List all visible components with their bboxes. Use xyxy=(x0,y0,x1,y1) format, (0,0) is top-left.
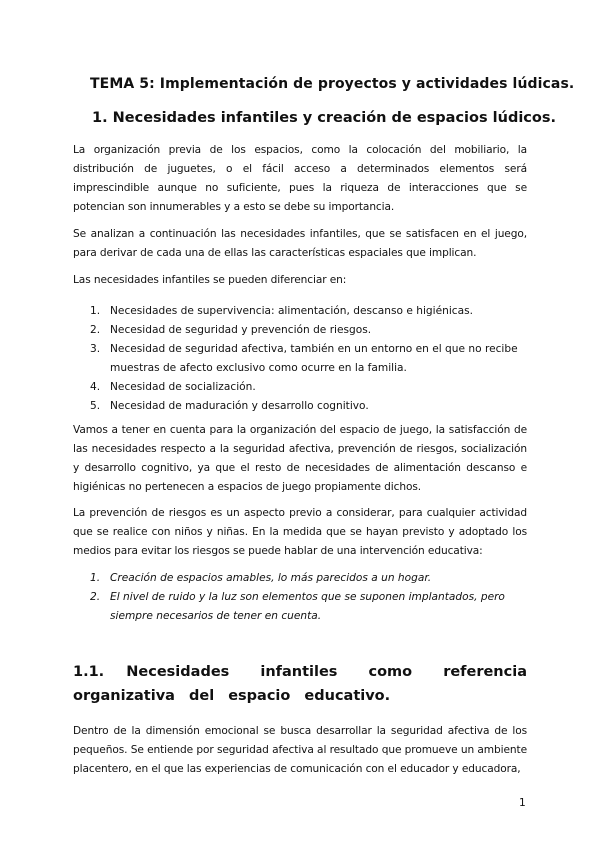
list-item-number: 4. xyxy=(90,381,101,393)
list-item xyxy=(73,321,527,340)
list-item-number: 2. xyxy=(90,324,101,336)
section-number: 1.1. xyxy=(73,664,105,680)
list-item-text: Necesidad de seguridad afectiva, también en un entorno en el que no recibe muestras de afecto exclusivo como ocurre en la familia. xyxy=(110,343,518,374)
needs-list xyxy=(73,302,527,416)
list-item xyxy=(73,378,527,397)
risk-prevention-list xyxy=(73,569,527,626)
list-item-number: 2. xyxy=(90,591,101,603)
paragraph-4: Vamos a tener en cuenta para la organización del espacio de juego, la satisfacción de las necesidades respecto a la seguridad afectiva, prevención de riesgos, socialización y desarrollo cognitivo, ya que el resto de necesidades de alimentación descanso e higiénicas no pertenecen a espacios de juego propiamente dichos. xyxy=(73,424,527,493)
paragraph-1: La organización previa de los espacios, como la colocación del mobiliario, la distribución de juguetes, o el fácil acceso a determinados elementos será imprescindible aunque no suficiente, pues la riqueza de interacciones que se potencian son innumerables y a esto se debe su importancia. xyxy=(73,144,527,213)
list-item xyxy=(73,569,527,588)
list-item-text: Necesidades de supervivencia: alimentación, descanso e higiénicas. xyxy=(110,305,473,317)
list-item-number: 5. xyxy=(90,400,101,412)
page-number: 1 xyxy=(519,797,526,809)
paragraph-2: Se analizan a continuación las necesidades infantiles, que se satisfacen en el juego, para derivar de cada una de ellas las características espaciales que implican. xyxy=(73,228,527,259)
list-item-text: Necesidad de socialización. xyxy=(110,381,256,393)
section-1-1-heading xyxy=(73,660,527,708)
list-item-number: 1. xyxy=(90,572,101,584)
list-item xyxy=(73,397,527,416)
section-1-heading: 1. Necesidades infantiles y creación de espacios lúdicos. xyxy=(92,110,556,126)
section-heading-text: Necesidades infantiles como referencia organizativa del espacio educativo. xyxy=(73,664,527,704)
list-item-text: Necesidad de seguridad y prevención de riesgos. xyxy=(110,324,372,336)
document-title: TEMA 5: Implementación de proyectos y actividades lúdicas. xyxy=(90,76,575,92)
paragraph-6: Dentro de la dimensión emocional se busca desarrollar la seguridad afectiva de los pequeños. Se entiende por seguridad afectiva al resultado que promueve un ambiente placentero, en el que las experiencias de comunicación con el educador y educadora, xyxy=(73,725,527,775)
paragraph-3: Las necesidades infantiles se pueden diferenciar en: xyxy=(73,274,347,286)
paragraph-5: La prevención de riesgos es un aspecto previo a considerar, para cualquier actividad que se realice con niños y niñas. En la medida que se hayan previsto y adoptado los medios para evitar los riesgos se puede hablar de una intervención educativa: xyxy=(73,507,527,557)
list-item xyxy=(73,302,527,321)
list-item-number: 1. xyxy=(90,305,101,317)
list-item xyxy=(73,588,527,626)
list-item-text: Necesidad de maduración y desarrollo cognitivo. xyxy=(110,400,369,412)
list-item-number: 3. xyxy=(90,343,101,355)
list-item xyxy=(73,340,527,378)
list-item-text: Creación de espacios amables, lo más parecidos a un hogar. xyxy=(110,572,432,584)
list-item-text: El nivel de ruido y la luz son elementos que se suponen implantados, pero siempre necesarios de tener en cuenta. xyxy=(110,591,505,622)
